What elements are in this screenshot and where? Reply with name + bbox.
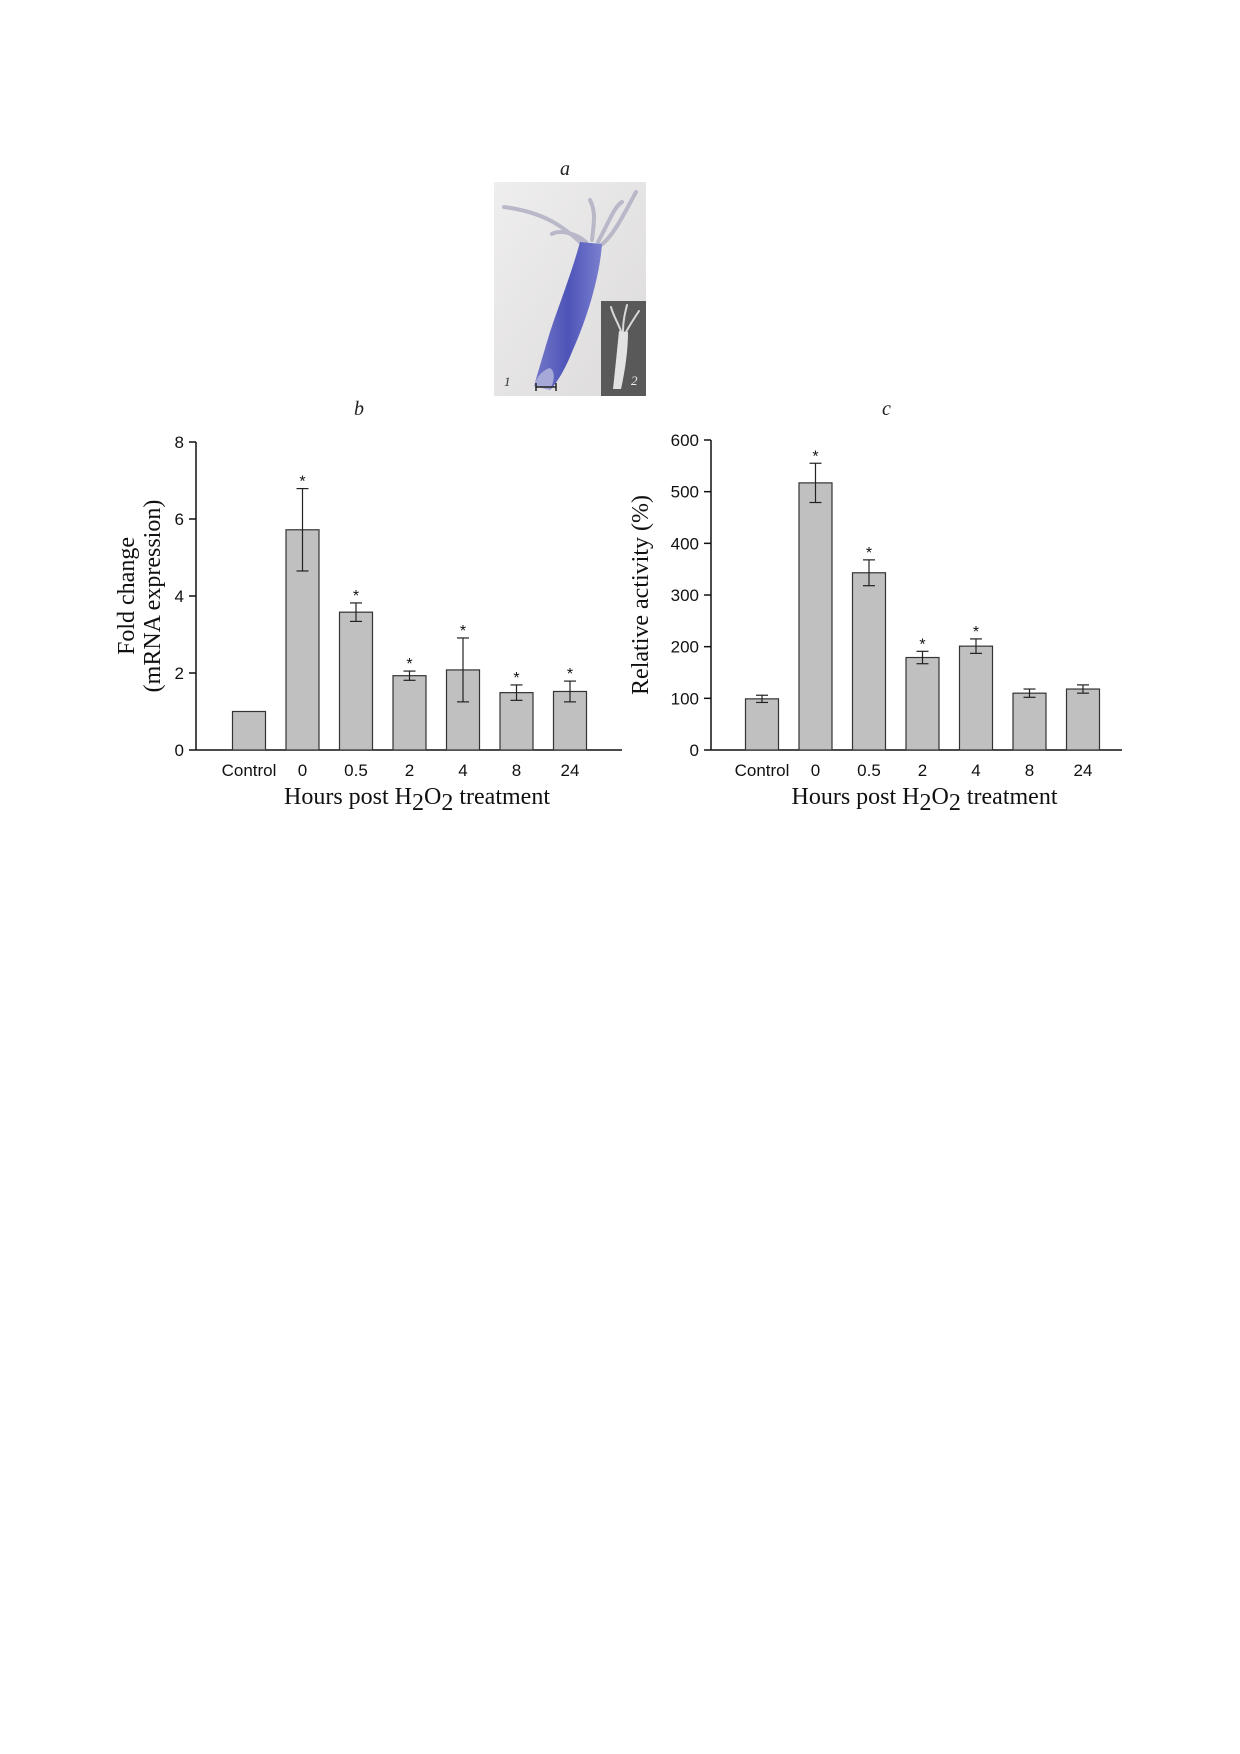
- bar: [500, 693, 533, 750]
- x-tick-label: 2: [917, 761, 928, 780]
- x-axis-title: Hours post H2O2 treatment: [284, 784, 550, 816]
- y-tick-label: 0: [174, 741, 184, 760]
- inset-hydra: [601, 301, 646, 396]
- y-tick-label: 600: [670, 431, 699, 450]
- x-tick-label: 0: [810, 761, 821, 780]
- bar: [393, 676, 426, 750]
- y-tick-label: 300: [670, 586, 699, 605]
- relative-activity-bar-chart: [620, 420, 1160, 820]
- y-tick-label: 6: [174, 510, 184, 529]
- y-axis-title: Relative activity (%): [628, 495, 654, 695]
- bar: [906, 658, 939, 750]
- hydra-micrograph: [494, 182, 646, 396]
- x-tick-label: 24: [560, 761, 580, 780]
- significance-marker: *: [299, 473, 306, 491]
- x-tick-label: 4: [971, 761, 981, 780]
- bar: [233, 712, 266, 751]
- sublabel-1: 1: [504, 374, 511, 389]
- panel-letter-a: a: [560, 158, 570, 180]
- x-tick-label: 4: [458, 761, 468, 780]
- bar: [746, 699, 779, 750]
- y-tick-label: 0: [689, 741, 699, 760]
- x-tick-label: 0.5: [857, 761, 881, 780]
- significance-marker: *: [972, 623, 980, 641]
- panel-letter-c: c: [882, 398, 891, 420]
- x-tick-label: 2: [404, 761, 415, 780]
- significance-marker: *: [566, 666, 574, 684]
- bar: [340, 612, 373, 750]
- x-tick-label: 8: [1024, 761, 1035, 780]
- y-tick-label: 4: [174, 587, 184, 606]
- significance-marker: *: [406, 656, 413, 674]
- x-tick-label: Control: [221, 761, 277, 780]
- y-tick-label: 8: [174, 433, 184, 452]
- panel-letter-b: b: [354, 398, 364, 420]
- x-tick-label: Control: [734, 761, 790, 780]
- x-tick-label: 0: [297, 761, 308, 780]
- bar: [1013, 693, 1046, 750]
- y-tick-label: 400: [670, 534, 699, 554]
- y-tick-label: 500: [670, 482, 699, 502]
- bar: [1067, 689, 1100, 750]
- significance-marker: *: [513, 669, 520, 687]
- y-axis-title-line1: Fold change: [114, 537, 140, 655]
- x-tick-label: 8: [511, 761, 522, 780]
- significance-marker: *: [812, 448, 819, 466]
- x-axis-title: Hours post H2O2 treatment: [791, 784, 1058, 816]
- y-axis-title-line2: (mRNA expression): [140, 499, 166, 693]
- bar: [799, 483, 832, 750]
- y-tick-label: 200: [670, 637, 699, 657]
- significance-marker: *: [352, 587, 360, 605]
- bar: [853, 573, 886, 750]
- bar: [960, 646, 993, 750]
- sublabel-2: 2: [631, 373, 638, 388]
- significance-marker: *: [459, 622, 467, 640]
- x-tick-label: 0.5: [344, 761, 368, 780]
- x-tick-label: 24: [1073, 761, 1093, 780]
- y-tick-label: 2: [174, 664, 184, 683]
- significance-marker: *: [919, 636, 926, 654]
- y-tick-label: 100: [670, 689, 699, 709]
- inset-control-micrograph: [601, 301, 646, 396]
- significance-marker: *: [865, 544, 873, 562]
- fold-change-bar-chart: [100, 420, 640, 820]
